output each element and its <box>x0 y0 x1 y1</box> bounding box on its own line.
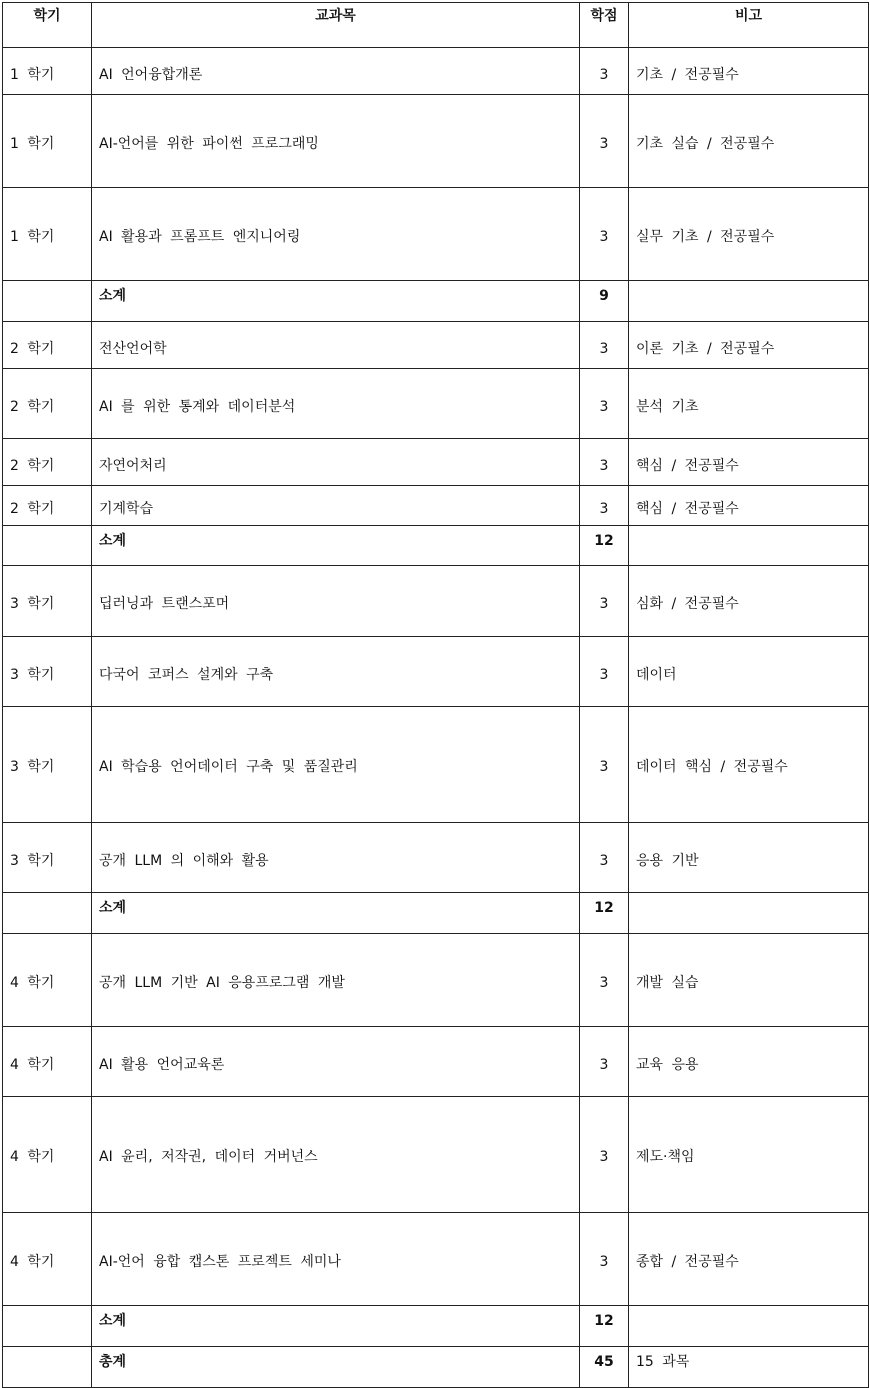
semester-cell <box>3 188 92 281</box>
note-cell <box>629 1306 869 1347</box>
course-text: 기계학습 <box>99 501 154 517</box>
semester-text: 3 학기 <box>10 759 55 775</box>
table-row <box>3 637 869 707</box>
semester-cell <box>3 48 92 95</box>
note-text: 종합 / 전공필수 <box>636 1254 739 1270</box>
course-cell <box>92 95 580 188</box>
credits-text: 3 <box>599 67 609 83</box>
note-text: 기초 / 전공필수 <box>636 67 739 83</box>
semester-cell <box>3 823 92 893</box>
note-text: 핵심 / 전공필수 <box>636 501 739 517</box>
course-text: 소계 <box>99 1313 127 1329</box>
note-cell <box>629 322 869 369</box>
note-text: 15 과목 <box>636 1354 690 1370</box>
credits-cell <box>580 1213 629 1306</box>
credits-text: 3 <box>599 1149 609 1165</box>
credits-cell <box>580 48 629 95</box>
semester-cell <box>3 1213 92 1306</box>
note-cell <box>629 526 869 566</box>
header-semester: 학기 <box>3 3 92 48</box>
note-cell <box>629 934 869 1027</box>
note-text: 기초 실습 / 전공필수 <box>636 136 775 152</box>
course-cell <box>92 526 580 566</box>
note-cell <box>629 281 869 322</box>
semester-text: 1 학기 <box>10 67 55 83</box>
curriculum-table <box>2 2 869 1388</box>
course-text: AI 학습용 언어데이터 구축 및 품질관리 <box>99 759 358 775</box>
course-text: 전산언어학 <box>99 341 167 357</box>
credits-cell <box>580 1306 629 1347</box>
table-row <box>3 95 869 188</box>
course-cell <box>92 1306 580 1347</box>
table-row <box>3 439 869 486</box>
course-cell <box>92 322 580 369</box>
course-text: AI 활용 언어교육론 <box>99 1057 225 1073</box>
credits-cell <box>580 1347 629 1388</box>
credits-text: 3 <box>599 596 609 612</box>
note-cell <box>629 566 869 637</box>
credits-text: 12 <box>594 533 614 549</box>
semester-cell <box>3 1027 92 1097</box>
note-cell <box>629 823 869 893</box>
semester-cell <box>3 934 92 1027</box>
semester-cell <box>3 707 92 823</box>
note-text: 핵심 / 전공필수 <box>636 458 739 474</box>
note-cell <box>629 188 869 281</box>
course-cell <box>92 893 580 934</box>
semester-text: 3 학기 <box>10 667 55 683</box>
note-cell <box>629 486 869 526</box>
credits-text: 3 <box>599 1254 609 1270</box>
credits-text: 3 <box>599 229 609 245</box>
course-cell <box>92 1097 580 1213</box>
course-text: 소계 <box>99 900 127 916</box>
note-cell <box>629 1213 869 1306</box>
note-cell <box>629 637 869 707</box>
credits-text: 3 <box>599 853 609 869</box>
credits-cell <box>580 1027 629 1097</box>
semester-cell <box>3 526 92 566</box>
semester-text: 2 학기 <box>10 501 55 517</box>
semester-cell <box>3 566 92 637</box>
semester-cell <box>3 893 92 934</box>
table-row <box>3 369 869 439</box>
header-note: 비고 <box>629 3 869 48</box>
course-cell <box>92 439 580 486</box>
semester-text: 4 학기 <box>10 975 55 991</box>
note-text: 제도·책임 <box>636 1149 695 1165</box>
note-text: 응용 기반 <box>636 853 699 869</box>
credits-cell <box>580 486 629 526</box>
table-row <box>3 707 869 823</box>
course-text: 공개 LLM 기반 AI 응용프로그램 개발 <box>99 975 345 991</box>
semester-text: 1 학기 <box>10 136 55 152</box>
note-cell <box>629 95 869 188</box>
credits-text: 3 <box>599 1057 609 1073</box>
note-text: 이론 기초 / 전공필수 <box>636 341 775 357</box>
credits-text: 9 <box>599 288 609 304</box>
credits-cell <box>580 566 629 637</box>
credits-cell <box>580 369 629 439</box>
course-text: AI 활용과 프롬프트 엔지니어링 <box>99 229 301 245</box>
credits-text: 12 <box>594 900 614 916</box>
subtotal-row <box>3 893 869 934</box>
semester-text: 2 학기 <box>10 458 55 474</box>
course-cell <box>92 637 580 707</box>
table-body <box>3 48 869 1388</box>
semester-cell <box>3 1306 92 1347</box>
credits-text: 3 <box>599 458 609 474</box>
credits-text: 3 <box>599 501 609 517</box>
credits-cell <box>580 893 629 934</box>
credits-cell <box>580 823 629 893</box>
table-row <box>3 486 869 526</box>
course-text: 딥러닝과 트랜스포머 <box>99 596 230 612</box>
credits-cell <box>580 526 629 566</box>
course-cell <box>92 486 580 526</box>
course-cell <box>92 566 580 637</box>
header-row <box>3 3 869 48</box>
credits-cell <box>580 637 629 707</box>
credits-text: 3 <box>599 341 609 357</box>
note-text: 실무 기초 / 전공필수 <box>636 229 775 245</box>
semester-text: 3 학기 <box>10 853 55 869</box>
table-row <box>3 322 869 369</box>
course-cell <box>92 1213 580 1306</box>
semester-text: 4 학기 <box>10 1149 55 1165</box>
course-cell <box>92 707 580 823</box>
semester-text: 4 학기 <box>10 1057 55 1073</box>
credits-text: 3 <box>599 667 609 683</box>
note-text: 데이터 <box>636 667 677 683</box>
semester-text: 2 학기 <box>10 399 55 415</box>
note-text: 개발 실습 <box>636 975 699 991</box>
semester-cell <box>3 95 92 188</box>
semester-text: 4 학기 <box>10 1254 55 1270</box>
semester-cell <box>3 281 92 322</box>
credits-text: 45 <box>594 1354 614 1370</box>
course-cell <box>92 934 580 1027</box>
course-cell <box>92 823 580 893</box>
course-text: 소계 <box>99 288 127 304</box>
subtotal-row <box>3 281 869 322</box>
table-row <box>3 566 869 637</box>
table-row <box>3 1213 869 1306</box>
course-text: AI 를 위한 통계와 데이터분석 <box>99 399 296 415</box>
credits-cell <box>580 322 629 369</box>
semester-cell <box>3 369 92 439</box>
credits-text: 3 <box>599 399 609 415</box>
note-text: 데이터 핵심 / 전공필수 <box>636 759 788 775</box>
note-text: 분석 기초 <box>636 399 699 415</box>
course-cell <box>92 1027 580 1097</box>
total-row <box>3 1347 869 1388</box>
header-course: 교과목 <box>92 3 580 48</box>
note-cell <box>629 1027 869 1097</box>
semester-cell <box>3 486 92 526</box>
table-row <box>3 188 869 281</box>
semester-cell <box>3 439 92 486</box>
note-text: 심화 / 전공필수 <box>636 596 739 612</box>
course-cell <box>92 281 580 322</box>
course-cell <box>92 188 580 281</box>
table-row <box>3 1027 869 1097</box>
semester-text: 2 학기 <box>10 341 55 357</box>
semester-text: 3 학기 <box>10 596 55 612</box>
note-cell <box>629 439 869 486</box>
table-row <box>3 934 869 1027</box>
note-cell <box>629 893 869 934</box>
course-text: 총계 <box>99 1354 127 1370</box>
credits-cell <box>580 281 629 322</box>
course-text: AI-언어를 위한 파이썬 프로그래밍 <box>99 136 319 152</box>
credits-text: 3 <box>599 136 609 152</box>
note-cell <box>629 369 869 439</box>
semester-cell <box>3 1097 92 1213</box>
note-cell <box>629 1097 869 1213</box>
course-text: AI-언어 융합 캡스톤 프로젝트 세미나 <box>99 1254 341 1270</box>
course-cell <box>92 369 580 439</box>
credits-cell <box>580 188 629 281</box>
subtotal-row <box>3 1306 869 1347</box>
table-row <box>3 1097 869 1213</box>
subtotal-row <box>3 526 869 566</box>
course-text: 공개 LLM 의 이해와 활용 <box>99 853 269 869</box>
note-cell <box>629 48 869 95</box>
credits-cell <box>580 1097 629 1213</box>
credits-text: 12 <box>594 1313 614 1329</box>
course-text: 다국어 코퍼스 설계와 구축 <box>99 667 274 683</box>
credits-cell <box>580 439 629 486</box>
table-row <box>3 48 869 95</box>
semester-cell <box>3 1347 92 1388</box>
course-text: AI 언어융합개론 <box>99 67 203 83</box>
credits-cell <box>580 707 629 823</box>
course-cell <box>92 1347 580 1388</box>
credits-text: 3 <box>599 759 609 775</box>
course-text: 소계 <box>99 533 127 549</box>
credits-text: 3 <box>599 975 609 991</box>
table-row <box>3 823 869 893</box>
note-cell <box>629 1347 869 1388</box>
course-text: 자연어처리 <box>99 458 167 474</box>
course-cell <box>92 48 580 95</box>
header-credits: 학점 <box>580 3 629 48</box>
semester-cell <box>3 322 92 369</box>
semester-text: 1 학기 <box>10 229 55 245</box>
semester-cell <box>3 637 92 707</box>
credits-cell <box>580 95 629 188</box>
note-cell <box>629 707 869 823</box>
note-text: 교육 응용 <box>636 1057 699 1073</box>
credits-cell <box>580 934 629 1027</box>
course-text: AI 윤리, 저작권, 데이터 거버넌스 <box>99 1149 318 1165</box>
